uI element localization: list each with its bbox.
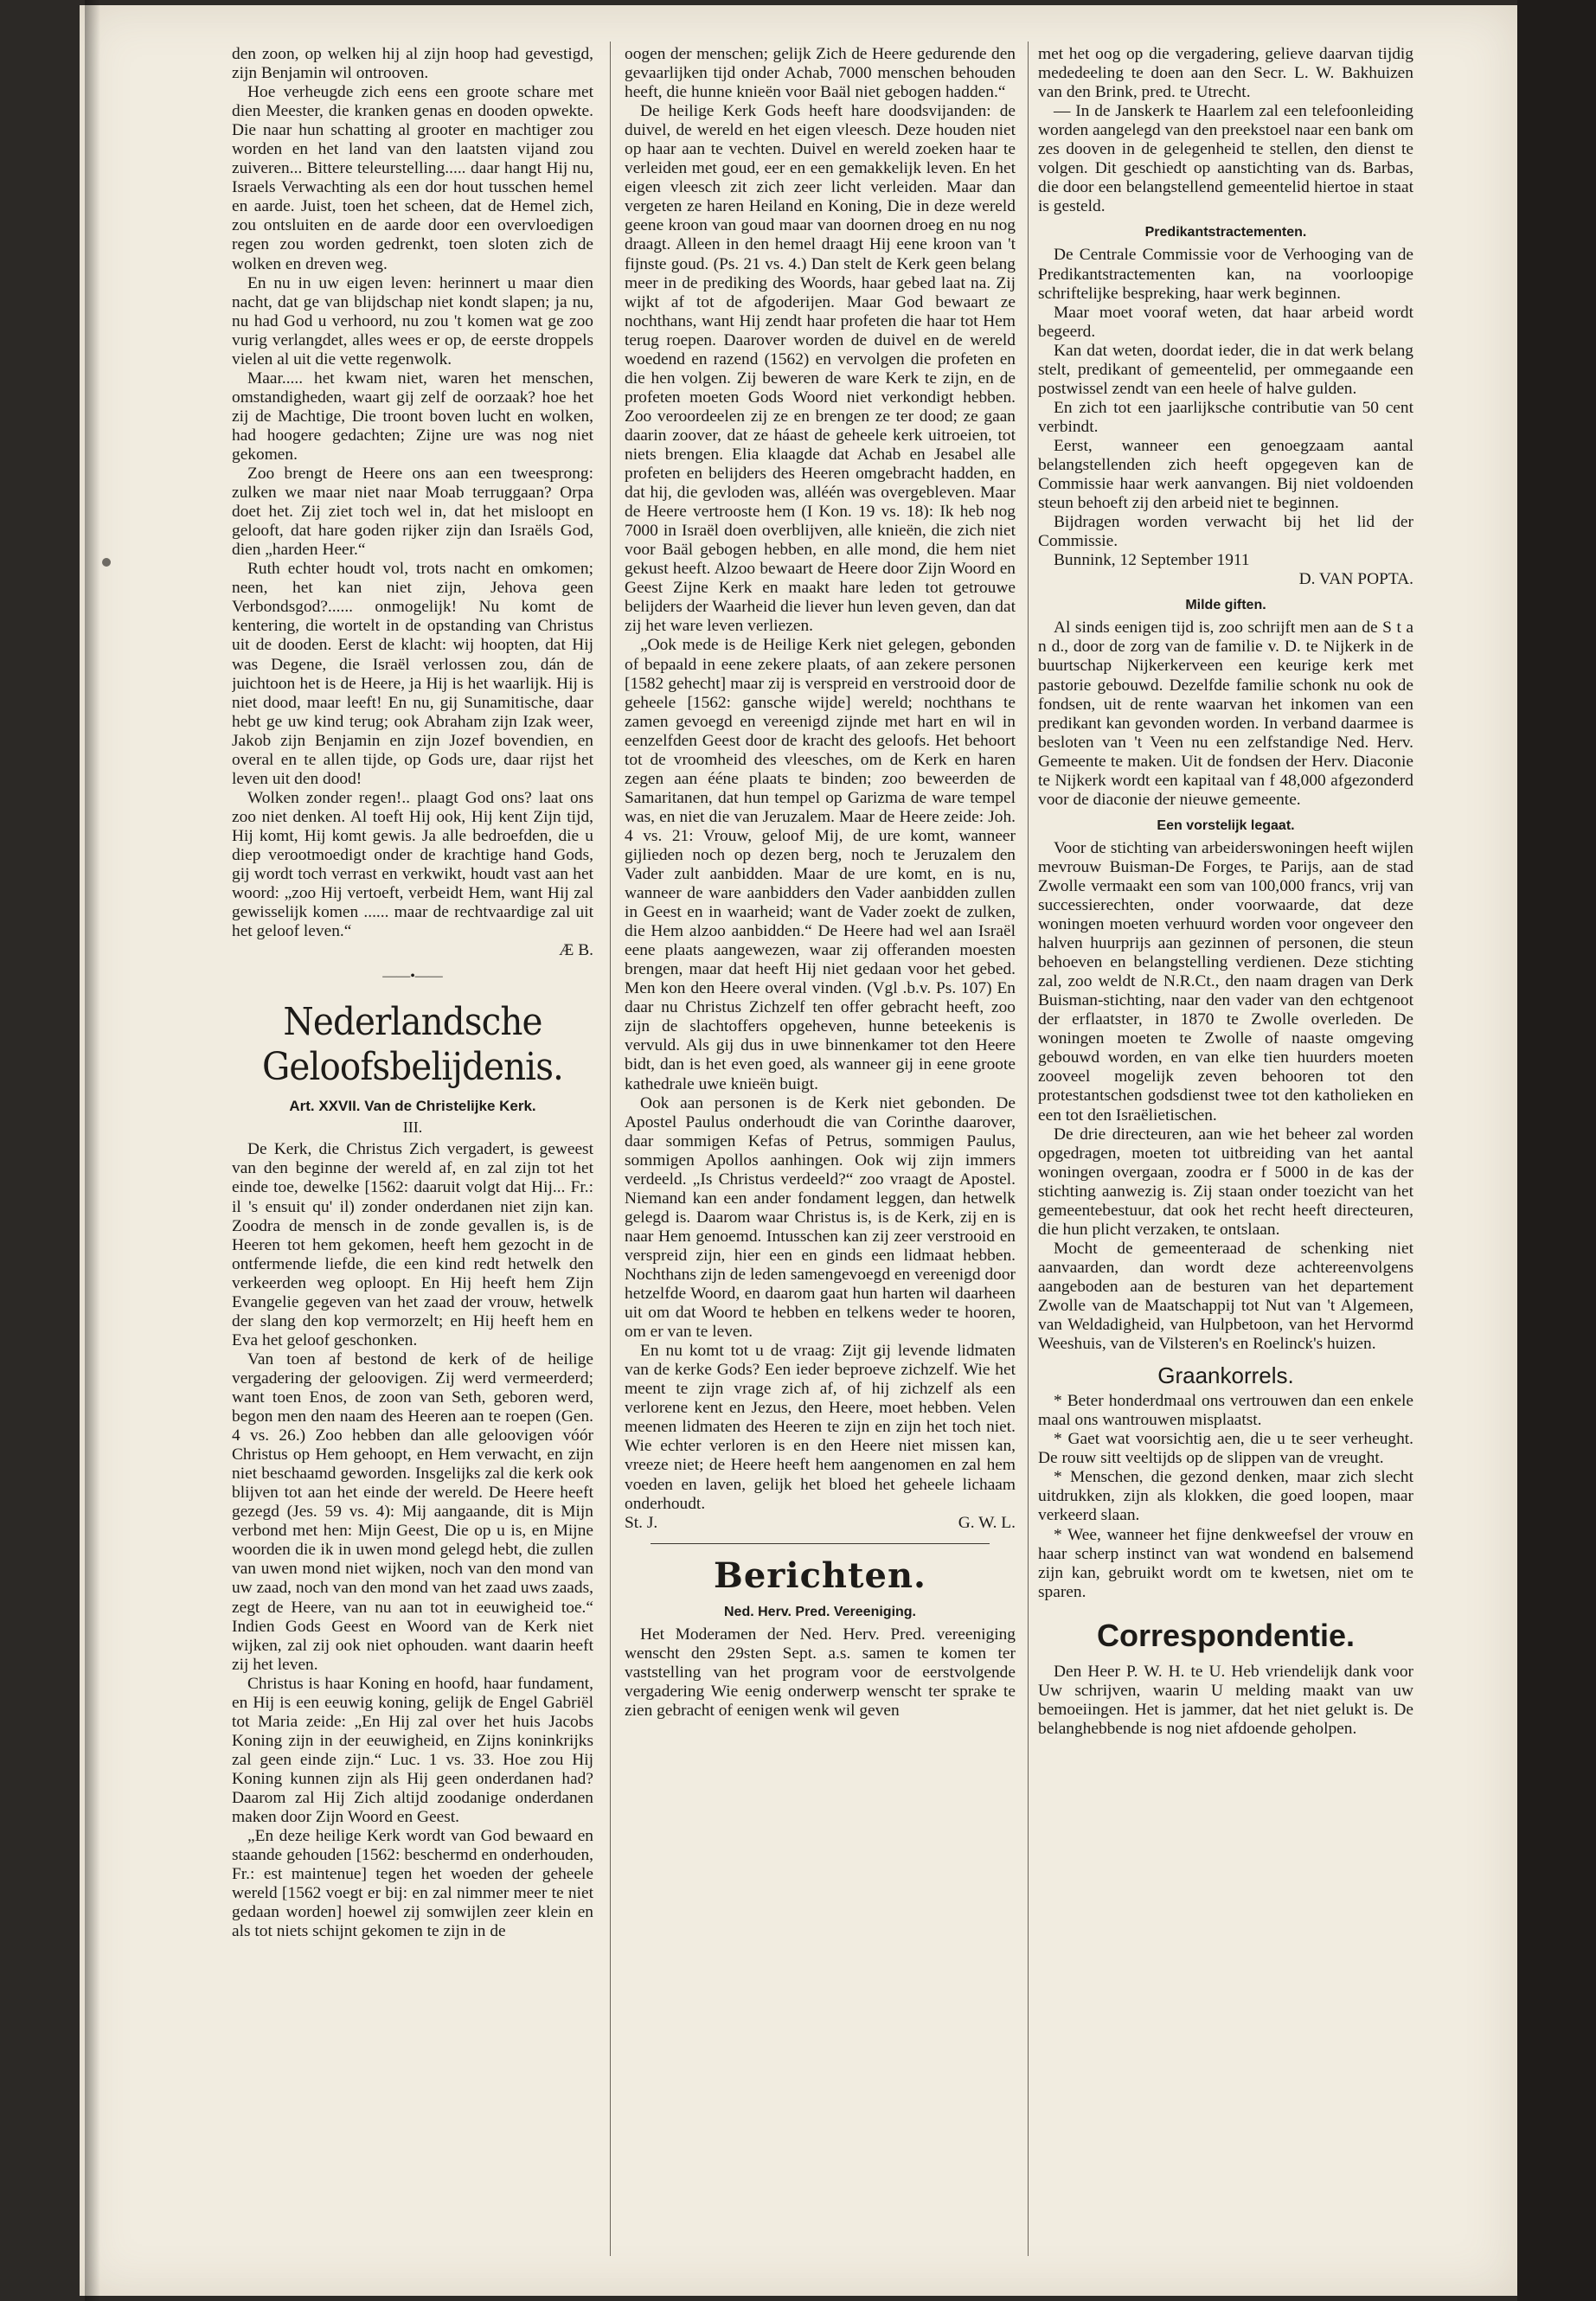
paragraph: Hoe verheugde zich eens een groote schare met dien Meester, die kranken genas en dooden opwekte. Die naar hun schatting al grooter en machtiger zou worden en het land van den laatsten vijand zou zuiveren... Bittere teleurstelling..... daar hangt Hij nu, Israels Verwachting als een dor hout tusschen hemel en aarde. Juist, toen het scheen, dat de Hemel zich, zou ontsluiten en de aarde door een overvloedigen regen zou worden gedrenkt, toen sloten zich de wolken en dreven weg. bbox=[232, 83, 593, 273]
dateline: Bunnink, 12 September 1911 bbox=[1054, 551, 1250, 570]
binding-fold-shadow bbox=[85, 0, 100, 2301]
paragraph: Christus is haar Koning en hoofd, haar fundament, en Hij is een eeuwig koning, gelijk de Engel Gabriël tot Maria zeide: „En Hij zal over het huis Jacobs Koning zijn in der eeuwigheid, en Zijns koninkrijks zal geen einde zijn.“ Luc. 1 vs. 33. Hoe zou Hij Koning kunnen zijn als Hij geen onderdanen had? Daarom zal Hij Zich altijd zoodanige onderdanen maken door Zijn Woord en Geest. bbox=[232, 1674, 593, 1827]
paragraph: oogen der menschen; gelijk Zich de Heere gedurende den gevaarlijken tijd onder Achab, 7000 menschen behouden heeft, die hunne knieën voor Baäl niet gebogen hadden.“ bbox=[625, 45, 1016, 102]
article-title: Art. XXVII. Van de Christelijke Kerk. bbox=[289, 1098, 536, 1115]
subheading: Een vorstelijk legaat. bbox=[1157, 817, 1295, 833]
part-number: III. bbox=[402, 1118, 423, 1137]
column-rule-2 bbox=[1028, 42, 1029, 2256]
aphorism: * Menschen, die gezond denken, maar zich slecht uitdrukken, zijn als klokken, die goed loopen, maar verkeerd slaan. bbox=[1038, 1468, 1413, 1525]
paragraph: Kan dat weten, doordat ieder, die in dat werk belang stelt, predikant of gemeentelid, per ommegaande een postwissel zendt van een heele of halve gulden. bbox=[1038, 341, 1413, 398]
paragraph: Mocht de gemeenteraad de schenking niet aanvaarden, dan wordt deze achtereenvolgens aangeboden aan de besturen van het departement Zwolle van de Maatschappij tot Nut van 't Algemeen, van Weldadigheid, van Hulpbetoon, van het Hervormd Weeshuis, van de Vilsteren's en Roelinck's huizen. bbox=[1038, 1239, 1413, 1354]
divider bbox=[651, 1543, 990, 1544]
paragraph: De Centrale Commissie voor de Verhooging van de Predikantstractementen kan, na voorloopige schriftelijke bespreking, haar werk beginnen. bbox=[1038, 246, 1413, 303]
paragraph: Voor de stichting van arbeiderswoningen heeft wijlen mevrouw Buisman-De Forges, te Parijs, aan de stad Zwolle vermaakt een som van 100,000 francs, vrij van successierechten, onder voorwaarde, dat deze woningen moeten verhuurd worden voor ongeveer den halven huurprijs aan gezinnen of personen, die steun behoeven en belangstelling verdienen. Deze stichting zal, zoo weldt de N.R.Ct., den naam dragen van Derk Buisman-stichting, naar den vader van den echtgenoot der erflaatster, in 1870 te Zwolle overleden. De woningen moeten te Zwolle of naaste omgeving gebouwd worden, en van elke tien huurders moeten zooveel mogelijk zeven behooren tot den protestantschen godsdienst twee tot den katholieken en een tot den Israëlietischen. bbox=[1038, 838, 1413, 1125]
section-banner: Berichten. bbox=[714, 1554, 926, 1596]
hole-mark-icon bbox=[102, 558, 111, 567]
signature-left: St. J. bbox=[625, 1513, 658, 1532]
paragraph: Den Heer P. W. H. te U. Heb vriendelijk dank voor Uw schrijven, waarin U melding maakt van uw bemoeiingen. Het is jammer, dat het niet gelukt is. De belanghebbende is nog niet afdoende geholpen. bbox=[1038, 1662, 1413, 1738]
paragraph: Zoo brengt de Heere ons aan een tweesprong: zulken we maar niet naar Moab terruggaan? Orpa doet het. Zij ziet toch wel in, dat het misloopt en gelooft, dat hare goden rijker zijn dan Israëls God, dien „harden Heer.“ bbox=[232, 465, 593, 560]
paragraph: Van toen af bestond de kerk of de heilige vergadering der geloovigen. Zij werd vermeerderd; want toen Enos, de zoon van Seth, geboren werd, begon men den naam des Heeren aan te roepen (Gen. 4 vs. 26.) Zoo hebben dan alle geloovigen vóór Christus op Hem gehoopt, en Hem verwacht, en zijn niet beschaamd geworden. Insgelijks zal die kerk ook blijven tot aan het einde der wereld. De Heere heeft gezegd (Jes. 59 vs. 4): Mij aangaande, dit is Mijn verbond met hen: Mijn Geest, Die op u is, en Mijne woorden die ik in uwen mond gelegd hebt, die zullen van uwen mond niet wijken, noch van den mond van uw zaad, noch van den mond van het zaad uws zaads, zegt de Heere, van nu aan tot in eeuwigheid toe.“ Indien Gods Geest en Woord van de Kerk niet wijken, zal zij ook niet ophouden. want daarin heeft zij het leven. bbox=[232, 1349, 593, 1674]
paragraph: De drie directeuren, aan wie het beheer zal worden opgedragen, moeten tot uitbreiding van het aantal woningen overgaan, zoodra er f 5000 in de kas der stichting aanwezig is. Zij staan onder toezicht van het gemeentebestuur, dat ook het recht heeft directeuren, die hun plicht verzaken, te ontslaan. bbox=[1038, 1125, 1413, 1239]
paragraph: „Ook mede is de Heilige Kerk niet gelegen, gebonden of bepaald in eene zekere plaats, of aan zekere personen [1582 gehecht] maar zij is verspreid en verstrooid door de geheele [1562: gansche wijde] wereld; nochthans te zamen gevoegd en vereenigd zijnde met hart en wil in eenzelfden Geest door de kracht des geloofs. Het behoort tot de vroomheid des vleesches, om de Kerk en haren zegen aan ééne plaats te binden; zoo beweerden de Samaritanen, dat hun tempel op Garizma de ware tempel was, en niet die van Jeruzalem. Maar de Heere zeide: Joh. 4 vs. 21: Vrouw, geloof Mij, de ure komt, wanneer gijlieden noch op dezen berg, noch te Jeruzalem den Vader zult aanbidden. Maar de ure komt, en is nu, wanneer de ware aanbidders den Vader aanbidden zullen in Geest en in waarheid; want de Vader zoekt de zulken, die Hem alzoo aanbidden.“ De Heere had wel aan Israël eene plaats aangewezen, waar zij offeranden moesten brengen, maar dat heeft Hij niet gedaan voor het gebed. Men kon den Heere overal vinden. (Vgl .b.v. Ps. 107) En daar nu Christus Zichzelf ten offer gebracht heeft, zoo zijn de slachtoffers opgeheven, hunne beteekenis is vervuld. Als gij dus in uwe binnenkamer tot den Heere bidt, dan is het even goed, als wanneer gij in eene groote kathedrale uwe knieën buigt. bbox=[625, 636, 1016, 1093]
paragraph: Ruth echter houdt vol, trots nacht en omkomen; neen, het kan niet zijn, Jehova geen Verbondsgod?...... onmogelijk! Nu komt de kentering, die wortelt in de opstanding van Christus uit de dooden. Eerst de klacht: wij hoopten, dat Hij was Degene, die Israël verlossen zou, dán de juichtoon het is de Heere, ja Hij is het waarlijk. Hij is niet dood, maar leeft! En nu, gij Sunamitische, daar hebt ge uw kind terug; ook Abraham zijn Izak weer, Jakob zijn Benjamin en zijn Jozef bovendien, en overal en te allen tijde, op Gods ure, daar rijst het leven uit den dood! bbox=[232, 560, 593, 788]
separator-ornament: ——•—— bbox=[382, 969, 443, 984]
subheading: Milde giften. bbox=[1185, 598, 1266, 613]
paragraph: En zich tot een jaarlijksche contributie van 50 cent verbindt. bbox=[1038, 398, 1413, 436]
paragraph: Maar..... het kwam niet, waren het menschen, omstandigheden, waart gij zelf de oorzaak? hoe het zij de Machtige, Die troont boven lucht en wolken, had hoogere gedachten; Zijne ure was nog niet gekomen. bbox=[232, 369, 593, 464]
subheading: Predikantstractementen. bbox=[1144, 225, 1307, 240]
right-dark-margin bbox=[1517, 0, 1596, 2301]
section-heading: Graankorrels. bbox=[1157, 1362, 1294, 1389]
aphorism: * Gaet wat voorsichtig aen, die u te seer verheught. De rouw sitt veeltijds op de slippen van de vreught. bbox=[1038, 1430, 1413, 1468]
column-middle bbox=[625, 45, 1016, 2242]
signature-row bbox=[625, 1514, 1016, 1533]
subheading: Ned. Herv. Pred. Vereeniging. bbox=[724, 1604, 916, 1619]
column-left bbox=[232, 45, 593, 2242]
signature: D. VAN POPTA. bbox=[1298, 570, 1413, 589]
section-heading: Correspondentie. bbox=[1096, 1617, 1356, 1653]
paragraph: — In de Janskerk te Haarlem zal een telefoonleiding worden aangelegd van den preekstoel naar een bank om zes dooven in de gelegenheid te stellen, den dienst te volgen. Dit geschiedt op aanstichting van ds. Barbas, die door een belangstellend gemeentelid hiertoe in staat is gesteld. bbox=[1038, 102, 1413, 216]
paragraph: Bijdragen worden verwacht bij het lid der Commissie. bbox=[1038, 513, 1413, 551]
paragraph: „En deze heilige Kerk wordt van God bewaard en staande gehouden [1562: beschermd en onderhouden, Fr.: est maintenue] tegen het woeden der geheele wereld [1562 voegt er bij: en zal nimmer meer te niet gedaan worden] hoewel zij somwijlen zeer klein en als tot niets schijnt gekomen te zijn in de bbox=[232, 1827, 593, 1941]
paragraph: De heilige Kerk Gods heeft hare doodsvijanden: de duivel, de wereld en het eigen vleesch. Deze houden niet op haar aan te vechten. Duivel en wereld zoeken haar te verleiden met goud, eer en een gemakkelijk leven. En het eigen vleesch zit zich zeer licht verleiden. Maar dan vergeten ze haren Heiland en Koning, Die in deze wereld geene kroon van goud maar van doornen droeg en nu nog draagt. Alleen in den hemel draagt Hij eene kroon van 't fijnste goud. (Ps. 21 vs. 4.) Dan stelt de Kerk geen belang meer in de prediking des Woords, haar gebed laat na. Zij wijkt af tot de afgoderijen. Maar God bewaart ze nochthans, want Hij zendt haar profeten die haar tot Hem terug roepen. Daarover worden de duivel en de wereld woedend en razend (1562) en vervolgen die profeten en die hen volgen. Zij beweren de ware Kerk te zijn, en de profeten moeten Gods Woord niet verkondigt hebben. Zoo veroordeelen zij ze en brengen ze ter dood; ze gaan daarin zoover, dat ze háast de geheele kerk uitroeien, tot niets brengen. Elia klaagde dat Achab en Jesabel alle profeten en belijders des Heeren omgebracht hadden, en dat hij, die gevloden was, alléén was overgebleven. Maar de Heere vertrooste hem (I Kon. 19 vs. 18): Ik heb nog 7000 in Israël doen overblijven, alle knieën, die zich niet voor Baäl gebogen hebben, en alle mond, die hem niet gekust heeft. Alzoo bewaart de Heere door Zijn Woord en Geest Zijne Kerk en maakt hare leden tot getrouwe belijders der Waarheid die liever hun leven geven, dan dat zij het ware leven verliezen. bbox=[625, 102, 1016, 636]
paragraph: den zoon, op welken hij al zijn hoop had gevestigd, zijn Benjamin wil ontrooven. bbox=[232, 45, 593, 83]
section-heading: Nederlandsche Geloofsbelijdenis. bbox=[261, 1000, 564, 1090]
column-right bbox=[1038, 45, 1413, 2242]
aphorism: * Wee, wanneer het fijne denkweefsel der vrouw en haar scherp instinct van wat wondend en balsemend zijn kan, gebruikt wordt om te kwetsen, niet om te sparen. bbox=[1038, 1525, 1413, 1601]
paragraph: Al sinds eenigen tijd is, zoo schrijft men aan de S t a n d., door de zorg van de familie v. D. te Nijkerk in de buurtschap Nijkerkerveen een keurige kerk met pastorie gebouwd. Dezelfde familie schonk nu ook de fondsen, uit de rente waarvan het inkomen van een predikant kan gevonden worden. In verband daarmee is besloten van 't Veen nu een zelfstandige Ned. Herv. Gemeente te maken. Uit de fondsen der Herv. Diaconie te Nijkerk wordt een kapitaal van f 48,000 afgezonderd voor de diaconie der nieuwe gemeente. bbox=[1038, 619, 1413, 809]
paragraph: De Kerk, die Christus Zich vergadert, is geweest van den beginne der wereld af, en zal zijn tot het einde toe, dewelke [1562: daaruit volgt dat Hij... Fr.: il 's ensuit qu' il) zonder onderdanen niet zijn kan. Zoodra de mensch in de zonde gevallen is, is de Heeren tot hem gekomen, heeft hem gezocht in de ontfermende liefde, die een kind redt hetwelk den verkeerden weg oploopt. En Hij heeft hem Zijn Evangelie gegeven van het zaad der vrouw, hetwelk der slang den kop vermorzelt; en Hij heeft hem en Eva het geloof geschonken. bbox=[232, 1140, 593, 1349]
paragraph: Wolken zonder regen!.. plaagt God ons? laat ons zoo niet denken. Al toeft Hij ook, Hij kent Zijn tijd, Hij komt, Hij komt gewis. Ja alle bedroefden, die u diep verootmoedigt onder de krachtige hand Gods, gij wordt toch verrast en verkwikt, houdt vast aan het woord: „zoo Hij vertoeft, verbeidt Hem, want Hij zal gewisselijk komen ...... maar de rechtvaardige zal uit het geloof leven.“ bbox=[232, 788, 593, 941]
paragraph: Eerst, wanneer een genoegzaam aantal belangstellenden zich heeft opgegeven kan de Commissie haar werk aanvangen. Bij niet voldoenden steun behoeft zij den arbeid niet te beginnen. bbox=[1038, 436, 1413, 513]
signature: Æ B. bbox=[559, 941, 593, 960]
paragraph: En nu in uw eigen leven: herinnert u maar dien nacht, dat ge van blijdschap niet kondt slapen; ja nu, nu had God u verhoord, nu zou 't komen wat ge zoo vurig verlangdet, alles wees er op, de eerste droppels vielen al uit die vette regenwolk. bbox=[232, 273, 593, 369]
paragraph: Maar moet vooraf weten, dat haar arbeid wordt begeerd. bbox=[1038, 303, 1413, 341]
paragraph: En nu komt tot u de vraag: Zijt gij levende lidmaten van de kerke Gods? Een ieder beproeve zichzelf. Wie het meent te zijn vrage zich af, of hij zichzelf als een verlorene kent en Jezus, den Heere, moet hebben. Velen meenen lidmaten des Heeren te zijn en zijn het toch niet. Wie echter verloren is en den Heere niet missen kan, vreeze niet; de Heere heeft hem aangenomen en zal hem voeden en laven, gelijk het bloed het geheele lichaam onderhoudt. bbox=[625, 1342, 1016, 1513]
signature-right: G. W. L. bbox=[958, 1513, 1016, 1532]
column-rule-1 bbox=[610, 42, 611, 2256]
aphorism: * Beter honderdmaal ons vertrouwen dan een enkele maal ons wantrouwen misplaatst. bbox=[1038, 1392, 1413, 1430]
paragraph: Het Moderamen der Ned. Herv. Pred. vereeniging wenscht den 29sten Sept. a.s. samen te komen ter vaststelling van het program voor de eerstvolgende vergadering Wie eenig onderwerp wenscht ter sprake te zien gebracht of eenigen wenk wil geven bbox=[625, 1625, 1016, 1720]
paragraph: met het oog op die vergadering, gelieve daarvan tijdig mededeeling te doen aan den Secr. L. W. Bakhuizen van den Brink, pred. te Utrecht. bbox=[1038, 45, 1413, 102]
paragraph: Ook aan personen is de Kerk niet gebonden. De Apostel Paulus onderhoudt die van Corinthe daarover, daar sommigen Kefas of Petrus, sommigen Paulus, sommigen Apollos aanhingen. Ook wij zijn immers verdeeld. „Is Christus verdeeld?“ zoo vraagt de Apostel. Niemand kan een ander fondament leggen, dan hetwelk gelegd is. Daarom waar Christus is, is de Kerk, zij en is naar Hem genoemd. Intusschen kan zij zeer verstrooid en verspreid zijn, hier een en ginds een lidmaat hebben. Nochthans zijn de leden samengevoegd en vereenigd door hetzelfde Woord, en daarom gaat hun harten wil daarheen uit om dat Woord te hebben en telkens weder te hooren, om er van te leven. bbox=[625, 1093, 1016, 1342]
